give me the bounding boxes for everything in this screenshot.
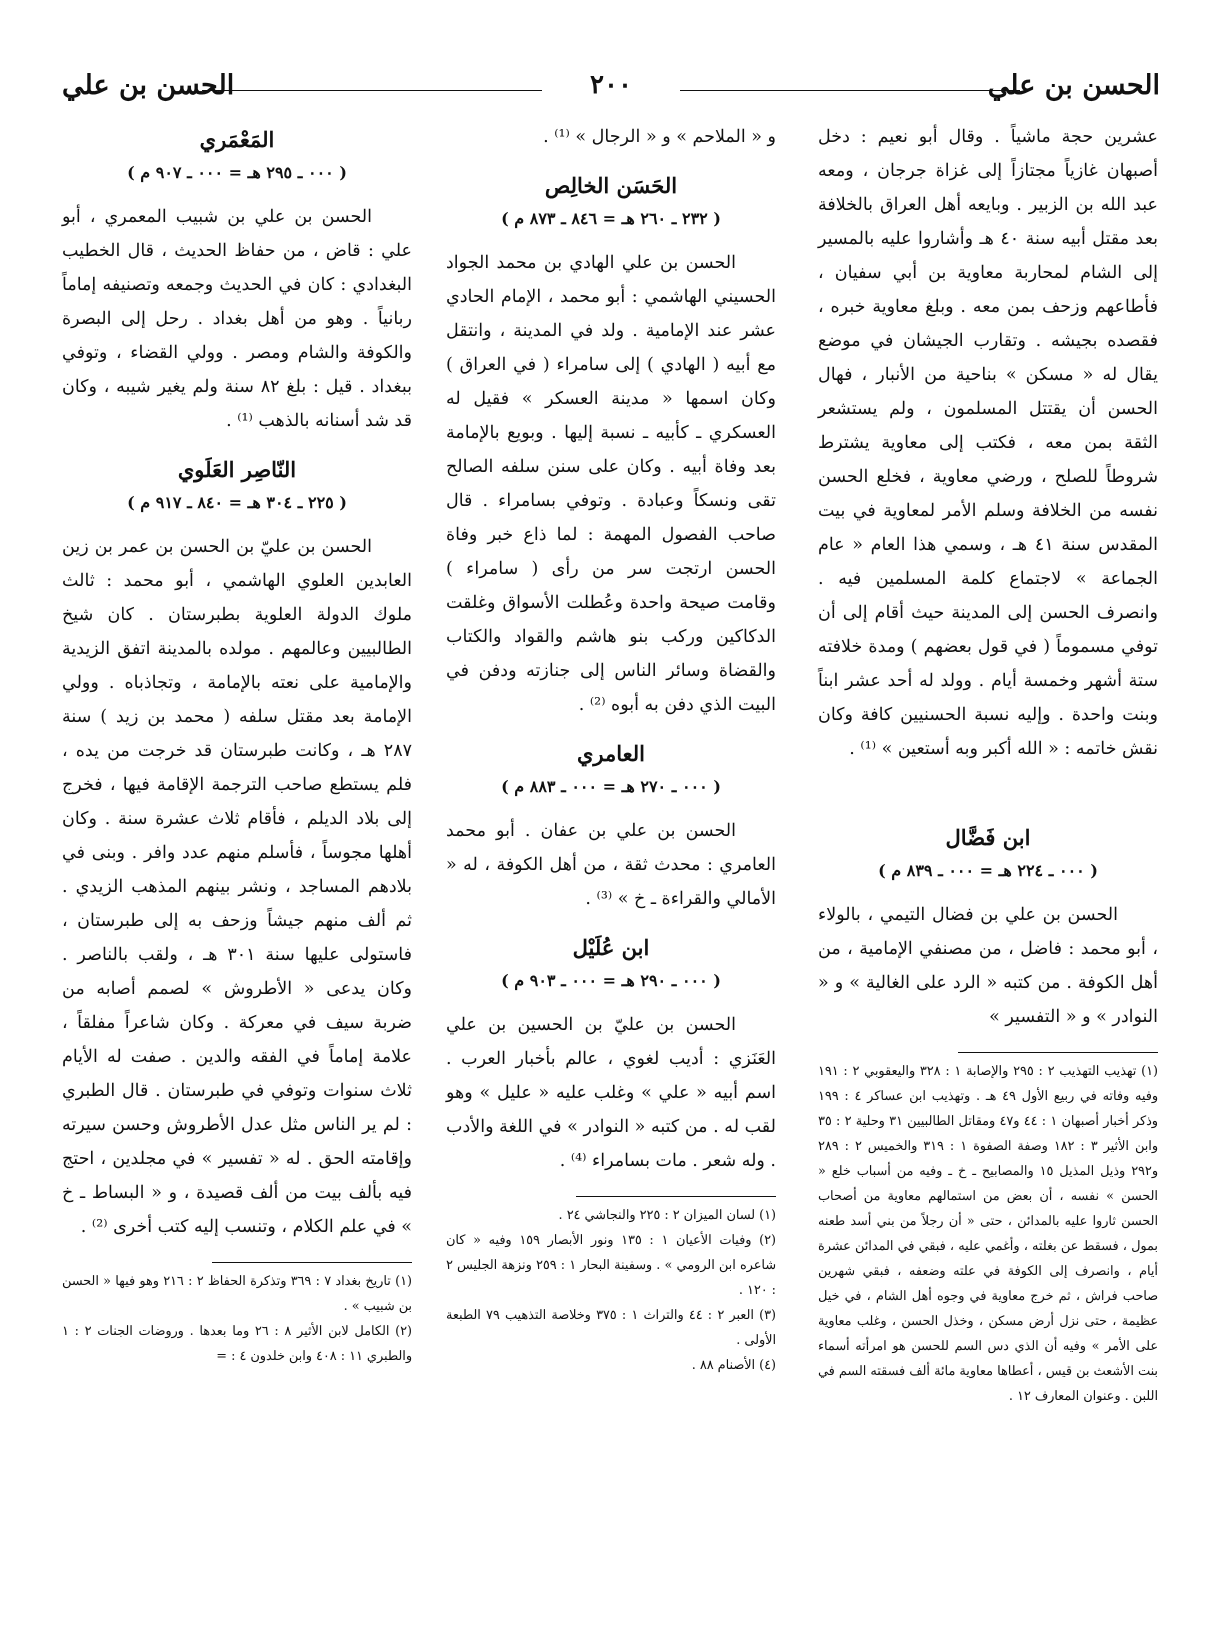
entry-text: الحسن بن علي الهادي بن محمد الجواد الحسيني الهاشمي : أبو محمد ، الإمام الحادي عشر عند الإمامية . ولد في المدينة ، وانتقل مع أبيه ( الهادي ) إلى سامراء ( في العراق ) وكان اسمها « مدينة العسكر » فقيل له العسكري ـ كأبيه ـ نسبة إليها . وبويع بالإمامة بعد وفاة أبيه . وكان على سنن سلفه الصالح تقى ونسكاً وعبادة . وتوفي بسامراء . قال صاحب الفصول المهمة : لما ذاع خبر وفاة الحسن ارتجت سر من رأى ( سامراء ) وقامت صيحة واحدة وعُطلت الأسواق وغلقت الدكاكين وركب بنو هاشم والقواد والكتاب والقضاة وسائر الناس إلى جنازته ودفن في البيت الذي دفن به أبوه ⁽²⁾ . bbox=[446, 253, 776, 715]
footnote: (٢) وفيات الأعيان ١ : ١٣٥ ونور الأبصار ١٥٩ وفيه « كان شاعره ابن الرومي » . وسفينة البحار ١ : ٢٥٩ ونزهة الجليس ٢ : ١٢٠ . bbox=[446, 1233, 776, 1298]
entry-continuation: عشرين حجة ماشياً . وقال أبو نعيم : دخل أصبهان غازياً مجتازاً إلى غزاة جرجان ، ومعه عبد الله بن الزبير . وبايعه أهل العراق بالخلافة بعد مقتل أبيه سنة ٤٠ هـ وأشاروا عليه بالمسير إلى الشام لمحاربة معاوية بن أبي سفيان ، فأطاعهم وزحف بمن معه . وبلغ معاوية خبره ، فقصده بجيشه . وتقارب الجيشان في موضع يقال له « مسكن » بناحية من الأنبار ، فهال الحسن أن يقتتل المسلمون ، ولم يستشعر الثقة بمن معه ، فكتب إلى معاوية يشترط شروطاً للصلح ، ورضي معاوية ، فخلع الحسن نفسه من الخلافة وسلم الأمر لمعاوية في بيت المقدس سنة ٤١ هـ ، وسمي هذا العام « عام الجماعة » لاجتماع كلمة المسلمين فيه . وانصرف الحسن إلى المدينة حيث أقام إلى أن توفي مسموماً ( في قول بعضهم ) ومدة خلافته ستة أشهر وخمسة أيام . وولد له أحد عشر ابناً وبنت واحدة . وإليه نسبة الحسنيين كافة وكان نقش خاتمه : « الله أكبر وبه أستعين » ⁽¹⁾ . bbox=[818, 127, 1159, 759]
entry-title: النّاصِر العَلَوي bbox=[177, 457, 297, 482]
page-number: ٢٠٠ bbox=[590, 70, 632, 100]
footnotes bbox=[62, 1269, 412, 1369]
entry-text: الحسن بن علي بن شبيب المعمري ، أبو علي : قاض ، من حفاظ الحديث ، قال الخطيب البغدادي : كان في الحديث وجمعه وتصنيفه إماماً ربانياً . وهو من أهل بغداد . رحل إلى البصرة والكوفة والشام ومصر . وولي القضاء ، وتوفي ببغداد . قيل : بلغ ٨٢ سنة ولم يغير شيبه ، وكان قد شد أسنانه بالذهب ⁽¹⁾ . bbox=[62, 207, 412, 431]
entry-dates: ( ٠٠٠ ـ ٢٩٥ هـ = ٠٠٠ ـ ٩٠٧ م ) bbox=[127, 163, 347, 182]
entry-title: الحَسَن الخالِص bbox=[544, 173, 678, 198]
footnote-rule bbox=[958, 1052, 1158, 1053]
entry-title: العامري bbox=[576, 741, 646, 766]
footnote: (١) تهذيب التهذيب ٢ : ٢٩٥ والإصابة ١ : ٣٢٨ واليعقوبي ٢ : ١٩١ وفيه وفاته في ربيع الأول ٤٩ هـ . وتهذيب ابن عساكر ٤ : ١٩٩ وذكر أخبار أصبهان ١ : ٤٤ و٤٧ ومقاتل الطالبيين ٣١ وحلية ٢ : ٣٥ وابن الأثير ٣ : ١٨٢ وصفة الصفوة ١ : ٣١٩ والخميس ٢ : ٢٨٩ و٢٩٢ وذيل المذيل ١٥ والمصابيح ـ خ ـ وفيه من أسباب خلع « الحسن » نفسه ، أن بعض من استمالهم معاوية من أصحاب الحسن ثاروا عليه بالمدائن ، حتى « أن رجلاً من بني أسد طعنه بمول ، فسقط عن بغلته ، وأغمي عليه ، فبقي في المدائن عشرة أيام ، وانصرف إلى الكوفة في علته وضعفه ، فبقي شهرين صاحب فراش ، ثم خرج معاوية في وجوه أهل الشام ، في خيل عظيمة ، حتى نزل أرض مسكن ، وخذل الحسن ، وغلب معاوية على الأمر » وفيه أن الذي دس السم للحسن هو امرأته أسماء بنت الأشعث بن قيس ، أعطاها معاوية مائة ألف فسقته السم في اللبن . وعنوان المعارف ١٢ . bbox=[818, 1064, 1159, 1404]
entry-title: ابن فَضَّال bbox=[945, 825, 1031, 850]
footnote: (٤) الأصنام ٨٨ . bbox=[691, 1358, 776, 1373]
spacer bbox=[818, 766, 1158, 806]
footnote-rule bbox=[212, 1262, 412, 1263]
header-rule-left bbox=[202, 90, 542, 91]
entry-title: ابن عُلَيْل bbox=[572, 935, 650, 960]
entry-dates: ( ٢٣٢ ـ ٢٦٠ هـ = ٨٤٦ ـ ٨٧٣ م ) bbox=[501, 209, 721, 228]
entry-dates: ( ٠٠٠ ـ ٢٧٠ هـ = ٠٠٠ ـ ٨٨٣ م ) bbox=[501, 777, 721, 796]
running-title-right: الحسن بن علي bbox=[987, 70, 1160, 101]
header-rule-right bbox=[680, 90, 1020, 91]
footnote: (١) لسان الميزان ٢ : ٢٢٥ والنجاشي ٢٤ . bbox=[558, 1208, 776, 1223]
footnote: (٢) الكامل لابن الأثير ٨ : ٢٦ وما بعدها . وروضات الجنات ٢ : ١ والطبري ١١ : ٤٠٨ وابن خلدون ٤ : = bbox=[62, 1324, 412, 1364]
entry-text: الحسن بن عليّ بن الحسين بن علي العَنَزي : أديب لغوي ، عالم بأخبار العرب . اسم أبيه « علي » وغلب عليه « عليل » وهو لقب له . من كتبه « النوادر » في اللغة والأدب . وله شعر . مات بسامراء ⁽⁴⁾ . bbox=[446, 1015, 776, 1171]
entry-text: الحسن بن عليّ بن الحسن بن عمر بن زين العابدين العلوي الهاشمي ، أبو محمد : ثالث ملوك الدولة العلوية بطبرستان . كان شيخ الطالبيين وعالمهم . مولده بالمدينة اتفق الزيدية والإمامية على نعته بالإمامة ، وتجاذباه . وولي الإمامة بعد مقتل سلفه ( محمد بن زيد ) سنة ٢٨٧ هـ ، وكانت طبرستان قد خرجت من يده ، فلم يستطع صاحب الترجمة الإقامة فيها ، فخرج إلى بلاد الديلم ، فأقام ثلاث عشرة سنة . وكان أهلها مجوساً ، فأسلم منهم عدد وافر . وبنى في بلادهم المساجد ، ونشر بينهم المذهب الزيدي . ثم ألف منهم جيشاً وزحف به إلى طبرستان ، فاستولى عليها سنة ٣٠١ هـ ، ولقب بالناصر . وكان يدعى « الأطروش » لصمم أصابه من ضربة سيف في معركة . وكان شاعراً مفلقاً ، علامة إماماً في الفقه والدين . صفت له الأيام ثلاث سنوات وتوفي في طبرستان . قال الطبري : لم ير الناس مثل عدل الأطروش وحسن سيرته وإقامته الحق . له « تفسير » في مجلدين ، احتج فيه بألف بيت من ألف قصيدة ، و « البساط ـ خ » في علم الكلام ، وتنسب إليه كتب أخرى ⁽²⁾ . bbox=[62, 537, 412, 1237]
running-header bbox=[62, 70, 1160, 110]
footnote-rule bbox=[576, 1196, 776, 1197]
column-middle bbox=[446, 120, 776, 1378]
entry-dates: ( ٠٠٠ ـ ٢٩٠ هـ = ٠٠٠ ـ ٩٠٣ م ) bbox=[501, 971, 721, 990]
entry-dates: ( ٠٠٠ ـ ٢٢٤ هـ = ٠٠٠ ـ ٨٣٩ م ) bbox=[878, 861, 1098, 880]
running-title-left: الحسن بن علي bbox=[62, 70, 235, 101]
entry-continuation: و « الملاحم » و « الرجال » ⁽¹⁾ . bbox=[543, 127, 776, 147]
column-left bbox=[62, 120, 412, 1369]
entry-text: الحسن بن علي بن عفان . أبو محمد العامري : محدث ثقة ، من أهل الكوفة ، له « الأمالي والقراءة ـ خ » ⁽³⁾ . bbox=[446, 821, 776, 909]
entry-title: المَعْمَري bbox=[199, 127, 275, 152]
column-right bbox=[818, 120, 1158, 1409]
entry-dates: ( ٢٢٥ ـ ٣٠٤ هـ = ٨٤٠ ـ ٩١٧ م ) bbox=[127, 493, 347, 512]
footnotes bbox=[446, 1203, 776, 1378]
footnote: (٣) العبر ٢ : ٤٤ والتراث ١ : ٣٧٥ وخلاصة التذهيب ٧٩ الطبعة الأولى . bbox=[446, 1308, 777, 1348]
footnote: (١) تاريخ بغداد ٧ : ٣٦٩ وتذكرة الحفاظ ٢ : ٢١٦ وهو فيها « الحسن بن شبيب » . bbox=[62, 1274, 412, 1314]
entry-text: الحسن بن علي بن فضال التيمي ، بالولاء ، أبو محمد : فاضل ، من مصنفي الإمامية ، من أهل الكوفة . من كتبه « الرد على الغالية » و « النوادر » و « التفسير » bbox=[818, 905, 1158, 1027]
